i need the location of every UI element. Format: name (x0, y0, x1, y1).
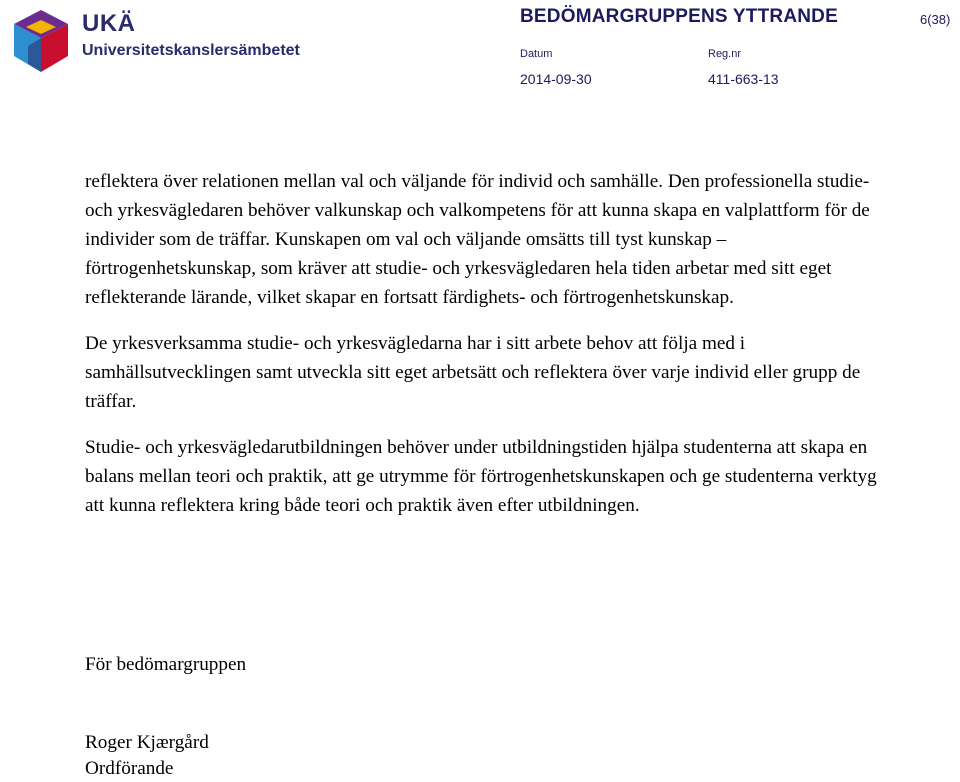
date-value: 2014-09-30 (520, 71, 592, 87)
closing-line: För bedömargruppen (85, 654, 247, 675)
reg-number-label: Reg.nr (708, 48, 742, 60)
reg-number-value: 411-663-13 (708, 71, 779, 87)
uka-emblem-icon (10, 6, 72, 76)
logo-full-name: Universitetskanslersämbetet (82, 42, 300, 59)
paragraph: reflektera över relationen mellan val och väljande för individ och samhälle. Den professionella studie- och yrkesvägledaren behöver valkunskap och valkompetens för att kunna skapa en valplattform för de individer som de träffar. Kunskapen om val och väljande omsätts till tyst kunskap – förtrogenhetskunskap, som kräver att studie- och yrkesvägledaren hela tiden arbetar med sitt eget reflekterande lärande, vilket skapar en fortsatt färdighets- och förtrogenhetskunskap. (85, 171, 870, 308)
page-number: 6(38) (920, 12, 951, 27)
document-title: BEDÖMARGRUPPENS YTTRANDE (520, 6, 838, 27)
uka-logo (10, 6, 310, 76)
signer-role: Ordförande (85, 758, 174, 779)
date-label: Datum (520, 48, 553, 60)
signature-block (85, 730, 209, 782)
paragraph: Studie- och yrkesvägledarutbildningen behöver under utbildningstiden hjälpa studenterna att skapa en balans mellan teori och praktik, att ge utrymme för förtrogenhetskunskapen och ge studenterna verktyg att kunna reflektera kring både teori och praktik även efter utbildningen. (85, 437, 877, 516)
logo-abbreviation: UKÄ (82, 10, 136, 37)
logo-text (82, 10, 300, 62)
signer-name: Roger Kjærgård (85, 732, 209, 753)
paragraph: De yrkesverksamma studie- och yrkesvägledarna har i sitt arbete behov att följa med i samhällsutvecklingen samt utveckla sitt eget arbetsätt och reflektera över varje individ eller grupp de träffar. (85, 333, 861, 412)
body-text (85, 167, 885, 537)
